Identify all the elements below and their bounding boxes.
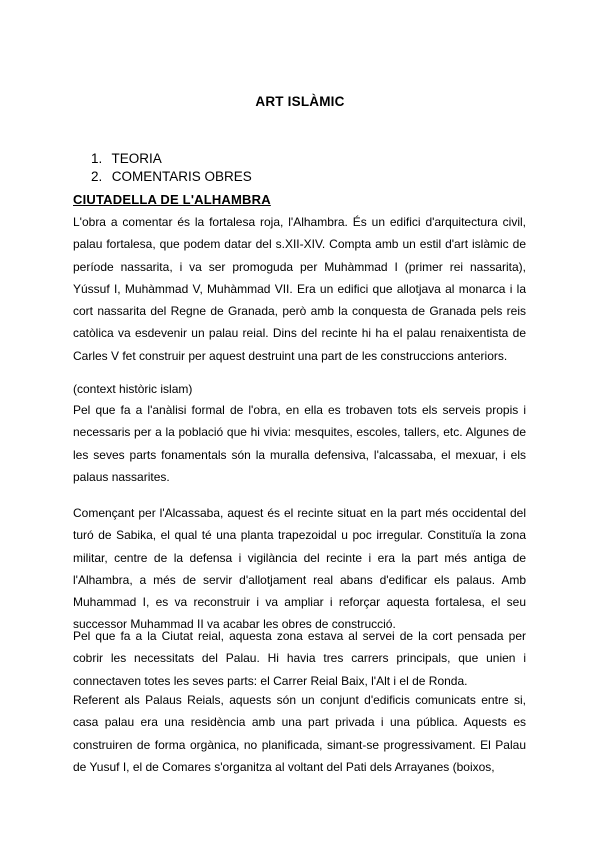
toc-item-number: 2. — [91, 169, 103, 184]
toc-item-label: COMENTARIS OBRES — [111, 169, 252, 184]
paragraph-context-note: (context històric islam) — [73, 382, 193, 396]
toc-item-label: TEORIA — [111, 151, 162, 166]
paragraph-ciutat-reial: Pel que fa a la Ciutat reial, aquesta zona estava al servei de la cort pensada per cobrir les necessitats del Palau. Hi havia tres carrers principals, que unien i connectaven totes les seves parts: el Carrer Reial Baix, l'Alt i el de Ronda. — [73, 629, 526, 688]
paragraph-intro: L'obra a comentar és la fortalesa roja, l'Alhambra. És un edifici d'arquitectura civil, palau fortalesa, que podem datar del s.XII-XIV. Compta amb un estil d'art islàmic de període nassarita, i va ser promoguda per Muhàmmad I (primer rei nassarita), Yússuf I, Muhàmmad V, Muhàmmad VII. Era un edifici que allotjava al monarca i la cort nassarita del Regne de Granada, però amb la conquesta de Granada pels reis catòlica va esdevenir un palau reial. Dins del recinte hi ha el palau renaixentista de Carles V fet construir per aquest destruint una part de les construccions anteriors. — [73, 215, 526, 363]
paragraph-alcassaba: Començant per l'Alcassaba, aquest és el recinte situat en la part més occidental del turó de Sabika, el qual té una planta trapezoidal u poc irregular. Constituïa la zona militar, centre de la defensa i vigilància del recinte i era la part més antiga de l'Alhambra, a més de servir d'allotjament real abans d'edificar els palaus. Amb Muhammad I, es va reconstruir i va ampliar i reforçar aquesta fortalesa, el seu successor Muhammad II va acabar les obres de construcció. — [73, 506, 526, 632]
document-title: ART ISLÀMIC — [255, 94, 345, 109]
paragraph-formal-analysis: Pel que fa a l'anàlisi formal de l'obra, en ella es trobaven tots els serveis propis i necessaris per a la població que hi vivia: mesquites, escoles, tallers, etc. Algunes de les seves parts fonamentals són la muralla defensiva, l'alcassaba, el mexuar, i els palaus nassarites. — [73, 403, 526, 484]
toc-item-comentaris-obres — [91, 168, 252, 186]
paragraph-palaus-reials: Referent als Palaus Reials, aquests són un conjunt d'edificis comunicats entre si, casa palau era una residència amb una part privada i una pública. Aquests es construiren de forma orgànica, no planificada, simant-se progressivament. El Palau de Yusuf I, el de Comares s'organitza al voltant del Pati dels Arrayanes (boixos, — [73, 693, 526, 774]
section-heading: CIUTADELLA DE L'ALHAMBRA — [73, 192, 271, 207]
toc-item-number: 1. — [91, 151, 103, 166]
table-of-contents — [91, 150, 252, 186]
toc-item-teoria — [91, 150, 252, 168]
